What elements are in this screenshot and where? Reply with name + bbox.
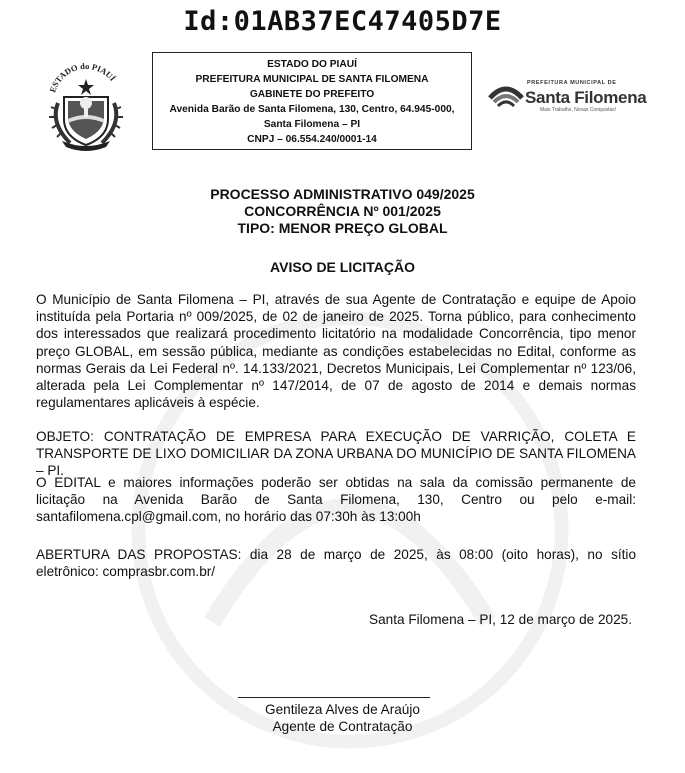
header-state: ESTADO DO PIAUÍ: [267, 59, 357, 70]
brand-tagline: Mais Trabalho, Novas Conquistas!: [540, 107, 617, 113]
signatory-role: Agente de Contratação: [272, 719, 413, 734]
aviso-heading: AVISO DE LICITAÇÃO: [270, 259, 415, 275]
processo-title: PROCESSO ADMINISTRATIVO 049/2025: [210, 186, 475, 202]
paragraph-intro: O Município de Santa Filomena – PI, através de sua Agente de Contratação e equipe de Apoio instituída pela Portaria nº 009/2025, de 02 de janeiro de 2025. Torna público, para conhecimento dos interessados que realizará procedimento licitatório na modalidade Concorrência, tipo menor preço GLOBAL, em sessão pública, mediante as condições estabelecidas no Edital, conforme as normas Gerais da Lei Federal nº. 14.133/2021, Decretos Municipais, Lei Complementar nº 123/06, alterada pela Lei Complementar nº 147/2014, de 07 de agosto de 2014 e demais normas regulamentares aplicáveis à espécie.: [36, 292, 636, 411]
state-seal-icon: [40, 57, 132, 151]
document-titles: [0, 186, 685, 237]
signature-line: [238, 697, 430, 698]
signature-block: [0, 701, 685, 735]
paragraph-edital: O EDITAL e maiores informações poderão ser obtidas na sala da comissão permanente de licitação na Avenida Barão de Santa Filomena, 130, Centro ou pelo e-mail: santafilomena.cpl@gmail.com, no horário das 07:30h às 13:00h: [36, 475, 636, 525]
header-gabinete: GABINETE DO PREFEITO: [249, 89, 375, 100]
signatory-name: Gentileza Alves de Araújo: [265, 702, 420, 717]
concorrencia-title: CONCORRÊNCIA Nº 001/2025: [244, 203, 441, 219]
prefeitura-logo-icon: [488, 78, 524, 112]
tipo-title: TIPO: MENOR PREÇO GLOBAL: [237, 220, 448, 236]
header-cnpj: CNPJ – 06.554.240/0001-14: [247, 134, 377, 145]
date-line: Santa Filomena – PI, 12 de março de 2025.: [369, 612, 632, 627]
letterhead-box: [152, 52, 472, 150]
header-city: Santa Filomena – PI: [263, 119, 361, 130]
header-address: Avenida Barão de Santa Filomena, 130, Centro, 64.945-000,: [169, 104, 455, 115]
brand-prefeitura-label: PREFEITURA MUNICIPAL DE: [527, 80, 617, 86]
document-id: Id:01AB37EC47405D7E: [183, 6, 502, 37]
paragraph-objeto: OBJETO: CONTRATAÇÃO DE EMPRESA PARA EXECUÇÃO DE VARRIÇÃO, COLETA E TRANSPORTE DE LIXO DOMICILIAR DA ZONA URBANA DO MUNICÍPIO DE SANTA FILOMENA – PI.: [36, 429, 636, 479]
brand-name: Santa Filomena: [525, 88, 647, 107]
header-prefeitura: PREFEITURA MUNICIPAL DE SANTA FILOMENA: [195, 74, 429, 85]
svg-text:ESTADO do PIAUÍ: ESTADO do PIAUÍ: [47, 60, 118, 94]
paragraph-abertura: ABERTURA DAS PROPOSTAS: dia 28 de março de 2025, às 08:00 (oito horas), no sítio eletrônico: comprasbr.com.br/: [36, 547, 636, 580]
